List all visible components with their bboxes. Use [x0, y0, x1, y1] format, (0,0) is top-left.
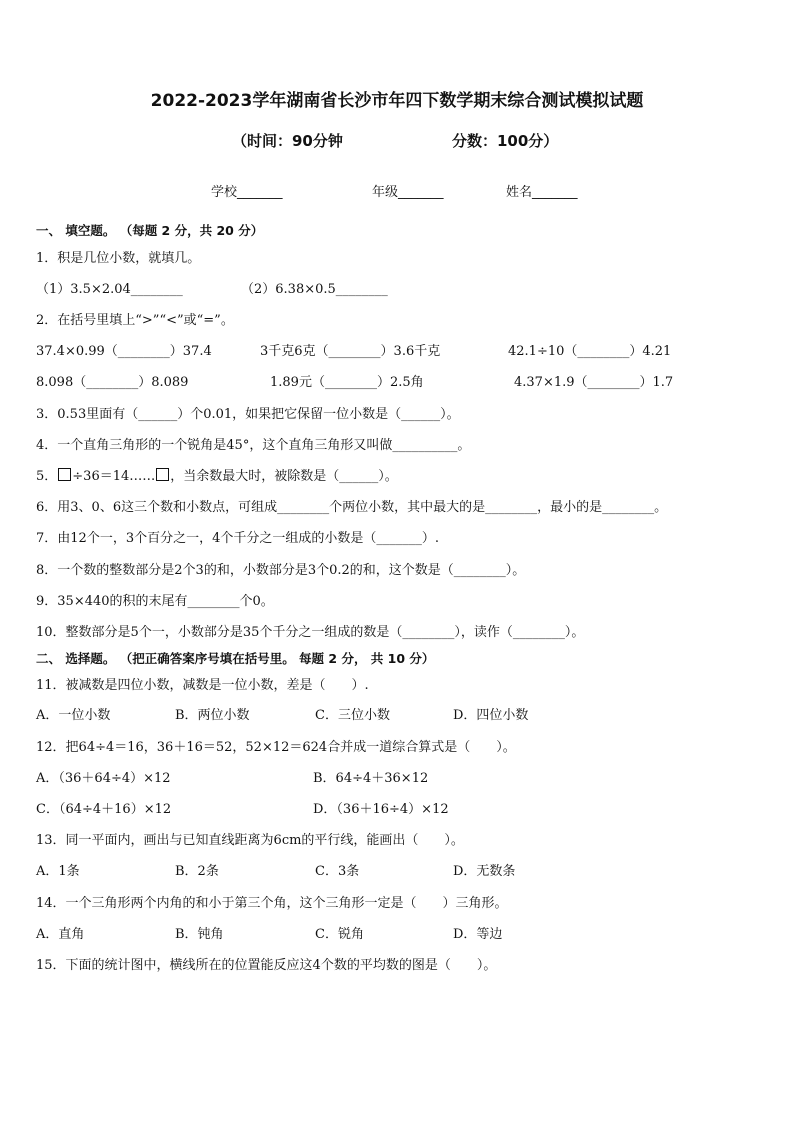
question-1b: （2）6.38×0.5________	[241, 282, 388, 297]
score-label: 分数：100分）	[452, 132, 559, 150]
section-1-heading: 一、 填空题。 （每题 2 分，共 20 分）	[36, 223, 264, 238]
question-2: 2．在括号里填上“>”“<”或“=”。	[36, 313, 234, 328]
question-14-option: C．锐角	[315, 927, 364, 942]
question-12-option: B．64÷4＋36×12	[313, 771, 429, 786]
question-14-option: D．等边	[453, 927, 503, 942]
question-1: 1．积是几位小数，就填几。	[36, 251, 201, 266]
question-2-item: 1.89元（________）2.5角	[270, 375, 424, 390]
question-11-option: D．四位小数	[453, 708, 529, 723]
question-11: 11．被减数是四位小数，减数是一位小数，差是（ ）.	[36, 678, 369, 693]
blank-box-icon	[58, 468, 71, 481]
question-14-option: A．直角	[36, 927, 85, 942]
question-4: 4．一个直角三角形的一个锐角是45°，这个直角三角形又叫做__________。	[36, 438, 471, 453]
page-title: 2022-2023学年湖南省长沙市年四下数学期末综合测试模拟试题	[150, 91, 644, 111]
question-13-option: D．无数条	[453, 864, 516, 879]
question-1a: （1）3.5×2.04________	[36, 282, 183, 297]
grade-field: 年级_______	[372, 185, 444, 200]
question-2-item: 3千克6克（________）3.6千克	[260, 344, 441, 359]
question-13-option: C．3条	[315, 864, 360, 879]
question-13-option: A．1条	[36, 864, 80, 879]
question-5-number: 5．	[36, 469, 58, 484]
question-9: 9．35×440的积的末尾有________个0。	[36, 594, 274, 609]
time-label: （时间：90分钟	[232, 132, 343, 150]
question-2-item: 37.4×0.99（________）37.4	[36, 344, 212, 359]
question-11-option: A．一位小数	[36, 708, 111, 723]
question-12-option: C．（64÷4＋16）×12	[36, 802, 172, 817]
school-field: 学校_______	[211, 185, 283, 200]
question-12-option: D．（36＋16÷4）×12	[313, 802, 449, 817]
question-2-item: 42.1÷10（________）4.21	[508, 344, 672, 359]
question-8: 8．一个数的整数部分是2个3的和，小数部分是3个0.2的和，这个数是（________）。	[36, 563, 526, 578]
blank-box-icon	[156, 468, 169, 481]
question-12-option: A．（36＋64÷4）×12	[36, 771, 171, 786]
question-2-item: 4.37×1.9（________）1.7	[514, 375, 674, 390]
question-6: 6．用3、0、6这三个数和小数点，可组成________个两位小数，其中最大的是________，最小的是________。	[36, 500, 668, 515]
question-14-option: B．钝角	[175, 927, 224, 942]
question-11-option: B．两位小数	[175, 708, 250, 723]
question-14: 14．一个三角形两个内角的和小于第三个角，这个三角形一定是（ ）三角形。	[36, 896, 508, 911]
question-5-end: ，当余数最大时，被除数是（______）。	[170, 469, 398, 484]
question-12: 12．把64÷4＝16，36＋16＝52，52×12＝624合并成一道综合算式是（ ）。	[36, 740, 516, 755]
question-5-middle: ÷36＝14……	[72, 469, 156, 484]
question-11-option: C．三位小数	[315, 708, 390, 723]
question-2-item: 8.098（________）8.089	[36, 375, 189, 390]
question-15: 15．下面的统计图中，横线所在的位置能反应这4个数的平均数的图是（ ）。	[36, 958, 497, 973]
question-5	[36, 468, 398, 486]
question-3: 3．0.53里面有（______）个0.01，如果把它保留一位小数是（______）。	[36, 407, 460, 422]
name-field: 姓名_______	[506, 185, 578, 200]
question-10: 10．整数部分是5个一，小数部分是35个千分之一组成的数是（________），读作（________）。	[36, 625, 585, 640]
question-13-option: B．2条	[175, 864, 219, 879]
question-13: 13．同一平面内，画出与已知直线距离为6cm的平行线，能画出（ ）。	[36, 833, 464, 848]
section-2-heading: 二、 选择题。 （把正确答案序号填在括号里。 每题 2 分， 共 10 分）	[36, 651, 435, 666]
question-7: 7．由12个一，3个百分之一，4个千分之一组成的小数是（_______）.	[36, 531, 439, 546]
